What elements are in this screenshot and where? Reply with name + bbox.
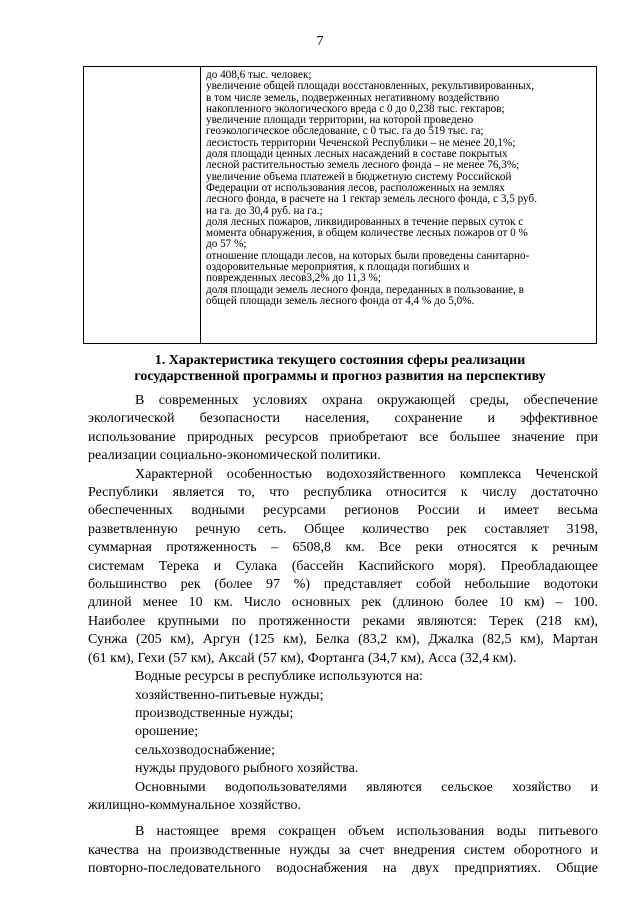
paragraph-water-complex (88, 466, 598, 668)
text-line: (61 км), Гехи (57 км), Аксай (57 км), Фортанга (34,7 км), Асса (32,4 км). (88, 650, 517, 666)
text-line: Основными водопользователями являются сельское хозяйство и (135, 779, 598, 795)
goals-table (83, 66, 597, 344)
list-item: производственные нужды; (135, 705, 294, 721)
text-line: экологической безопасности населения, сохранение и эффективное (88, 411, 598, 427)
text-line: системам Терека и Сулака (бассейн Каспийского моря). Преобладающее (88, 558, 598, 574)
text-line: повторно-последовательного водоснабжения на двух предприятиях. Общие (88, 861, 598, 877)
section-heading-line: 1. Характеристика текущего состояния сферы реализации (154, 353, 526, 368)
section-heading-line: государственной программы и прогноз развития на перспективу (134, 369, 546, 384)
text-line: использование природных ресурсов приобретают все большее значение при (88, 429, 598, 445)
table-right-cell (206, 70, 592, 307)
text-line: В современных условиях охрана окружающей среды, обеспечение (135, 393, 598, 408)
section-heading (70, 353, 610, 385)
table-line: лесного фонда, в расчете на 1 гектар земель лесного фонда, с 3,5 руб. (206, 193, 537, 206)
table-line: геоэкологическое обследование, с 0 тыс. га до 519 тыс. га; (206, 125, 484, 138)
text-line: разветвленную речную сеть. Общее количество рек составляет 3198, (88, 521, 598, 537)
table-line: до 57 %; (206, 238, 247, 251)
table-line: Федерации от использования лесов, расположенных на землях (206, 181, 505, 194)
paragraph-water-use (88, 668, 598, 686)
list-item: сельхозводоснабжение; (135, 742, 276, 758)
table-line: до 408,6 тыс. человек; (206, 69, 312, 81)
table-line: доля площади ценных лесных насаждений в составе покрытых (206, 148, 508, 161)
table-line: общей площади земель лесного фонда от 4,4 % до 5,0%. (206, 294, 475, 307)
text-line: жилищно-коммунальное хозяйство. (88, 797, 301, 813)
paragraph-reduction (88, 823, 598, 878)
table-line: доля лесных пожаров, ликвидированных в течение первых суток с (206, 215, 524, 228)
text-line: Наиболее крупными по протяженности реками являются: Терек (218 км), (88, 613, 598, 629)
table-line: поврежденных лесов3,2% до 11,3 %; (206, 272, 381, 285)
paragraph-main-users (88, 779, 598, 816)
list-item: нужды прудового рыбного хозяйства. (135, 761, 359, 777)
table-line: лесистость территории Чеченской Республики – не менее 20,1%; (206, 136, 516, 149)
table-line: на га. до 30,4 руб. на га.; (206, 204, 323, 217)
text-line: Характерной особенностью водохозяйственного комплекса Чеченской (135, 466, 598, 482)
table-line: увеличение объема платежей в бюджетную систему Российской (206, 170, 512, 183)
body-text (88, 392, 598, 879)
table-column-divider (200, 67, 201, 343)
paragraph-intro (88, 392, 598, 466)
text-line: длиной менее 10 км. Число основных рек (длиною более 10 км) – 100. (88, 595, 598, 611)
table-line: лесной растительностью земель лесного фонда – не менее 76,3%; (206, 159, 520, 172)
list-item: орошение; (135, 724, 199, 740)
text-line: обеспеченных водными ресурсами регионов России и имеет весьма (88, 503, 598, 519)
text-line: В настоящее время сокращен объем использования воды питьевого (135, 824, 598, 840)
page-number: 7 (316, 34, 324, 49)
text-line: суммарная протяженность – 6508,8 км. Все реки относятся к речным (88, 540, 598, 556)
table-line: оздоровительные мероприятия, к площади погибших и (206, 261, 470, 274)
text-line: реализации социально-экономической политики. (88, 448, 381, 464)
list-item: хозяйственно-питьевые нужды; (135, 687, 324, 703)
text-line: Водные ресурсы в республике используются на: (135, 669, 423, 685)
water-use-list (88, 687, 598, 779)
table-line: увеличение общей площади восстановленных, рекультивированных, (206, 80, 534, 93)
table-line: отношение площади лесов, на которых были проведены санитарно- (206, 249, 530, 262)
table-line: в том числе земель, подверженных негативному воздействию (206, 91, 500, 104)
text-line: Республики является то, что республика относится к числу достаточно (88, 485, 598, 501)
table-line: накопленного экологического вреда с 0 до 0,238 тыс. гектаров; (206, 102, 505, 115)
table-line: доля площади земель лесного фонда, переданных в пользование, в (206, 283, 524, 296)
table-line: момента обнаружения, в общем количестве лесных пожаров от 0 % (206, 227, 528, 240)
text-line: большинство рек (более 97 %) представляет собой небольшие водотоки (88, 577, 598, 593)
text-line: Сунжа (205 км), Аргун (125 км), Белка (83,2 км), Джалка (82,5 км), Мартан (88, 632, 598, 648)
text-line: качества на производственные нужды за счет внедрения систем оборотного и (88, 842, 598, 858)
table-line: увеличение площади территории, на которой проведено (206, 114, 474, 127)
